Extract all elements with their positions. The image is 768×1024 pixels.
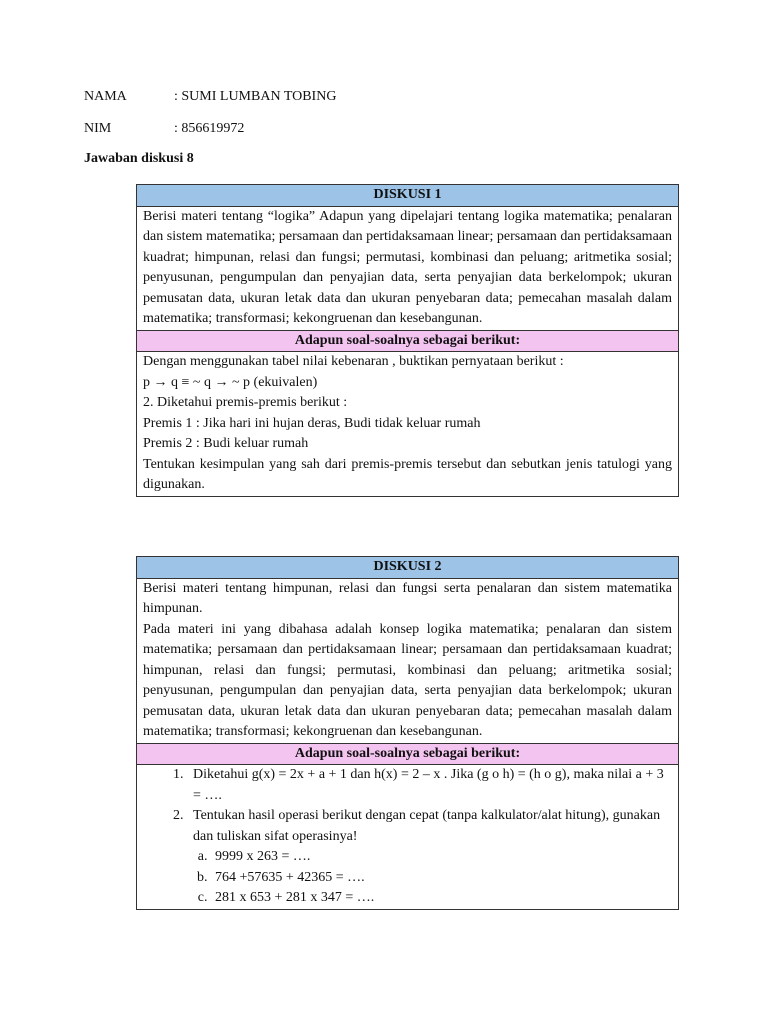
diskusi-1-description: Berisi materi tentang “logika” Adapun yang dipelajari tentang logika matematika; penalaran dan sistem matematika; persamaan dan pertidaksamaan linear; persamaan dan pertidaksamaan kuadrat; himpunan, relasi dan fungsi; permutasi, kombinasi dan peluang; aritmetika sosial; penyusunan, pengumpulan dan penyajian data, serta penyajian data berkelompok; ukuran pemusatan data, ukuran letak data dan ukuran penyebaran data; pemecahan masalah dalam matematika; transformasi; kekongruenan dan kesebangunan. — [137, 206, 679, 330]
question-1: 1. Diketahui g(x) = 2x + a + 1 dan h(x) = 2 – x . Jika (g o h) = (h o g), maka nilai a + 3 = …. — [187, 765, 672, 806]
nim-value: : 856619972 — [174, 121, 245, 136]
question-2-item: c. 281 x 653 + 281 x 347 = …. — [211, 888, 672, 909]
nim-label: NIM — [84, 121, 112, 136]
question-2-item: a. 9999 x 263 = …. — [211, 847, 672, 868]
diskusi-2-questions-header: Adapun soal-soalnya sebagai berikut: — [137, 743, 679, 765]
question-line: 2. Diketahui premis-premis berikut : — [143, 395, 348, 410]
diskusi-1-questions — [137, 352, 679, 497]
diskusi-2-description-1: Berisi materi tentang himpunan, relasi dan fungsi serta penalaran dan sistem matematika himpunan. — [143, 580, 672, 616]
name-value: : SUMI LUMBAN TOBING — [174, 89, 337, 104]
question-2-text: Tentukan hasil operasi berikut dengan cepat (tanpa kalkulator/alat hitung), gunakan dan tuliskan sifat operasinya! — [193, 808, 661, 844]
diskusi-2-title: DISKUSI 2 — [137, 557, 679, 579]
diskusi-2-table — [136, 556, 679, 910]
question-2-item: b. 764 +57635 + 42365 = …. — [211, 868, 672, 889]
question-2 — [187, 806, 672, 909]
question-line: Premis 2 : Budi keluar rumah — [143, 436, 309, 451]
question-line: Tentukan kesimpulan yang sah dari premis-premis tersebut dan sebutkan jenis tatulogi yang digunakan. — [143, 456, 672, 492]
diskusi-1-questions-header: Adapun soal-soalnya sebagai berikut: — [137, 330, 679, 352]
diskusi-1-title: DISKUSI 1 — [137, 185, 679, 207]
question-line: p → q ≡ ~ q → ~ p (ekuivalen) — [143, 374, 318, 390]
question-line: Dengan menggunakan tabel nilai kebenaran , buktikan pernyataan berikut : — [143, 354, 564, 369]
diskusi-2-description — [137, 578, 679, 743]
question-list — [143, 765, 672, 909]
diskusi-1-table — [136, 184, 679, 497]
diskusi-2-description-2: Pada materi ini yang dibahasa adalah konsep logika matematika; penalaran dan sistem matematika; persamaan dan pertidaksamaan linear; persamaan dan pertidaksamaan kuadrat; himpunan, relasi dan fungsi; permutasi, kombinasi dan peluang; aritmetika sosial; penyusunan, pengumpulan dan penyajian data, serta penyajian data berkelompok; ukuran pemusatan data, ukuran letak data dan ukuran penyebaran data; pemecahan masalah dalam matematika; transformasi; kekongruenan dan kesebangunan. — [143, 621, 672, 739]
name-row — [84, 88, 336, 106]
name-label: NAMA — [84, 89, 127, 104]
question-2-items — [193, 847, 672, 909]
page-heading: Jawaban diskusi 8 — [84, 151, 194, 166]
diskusi-2-questions — [137, 765, 679, 910]
nim-row — [84, 120, 244, 138]
question-line: Premis 1 : Jika hari ini hujan deras, Budi tidak keluar rumah — [143, 415, 481, 431]
